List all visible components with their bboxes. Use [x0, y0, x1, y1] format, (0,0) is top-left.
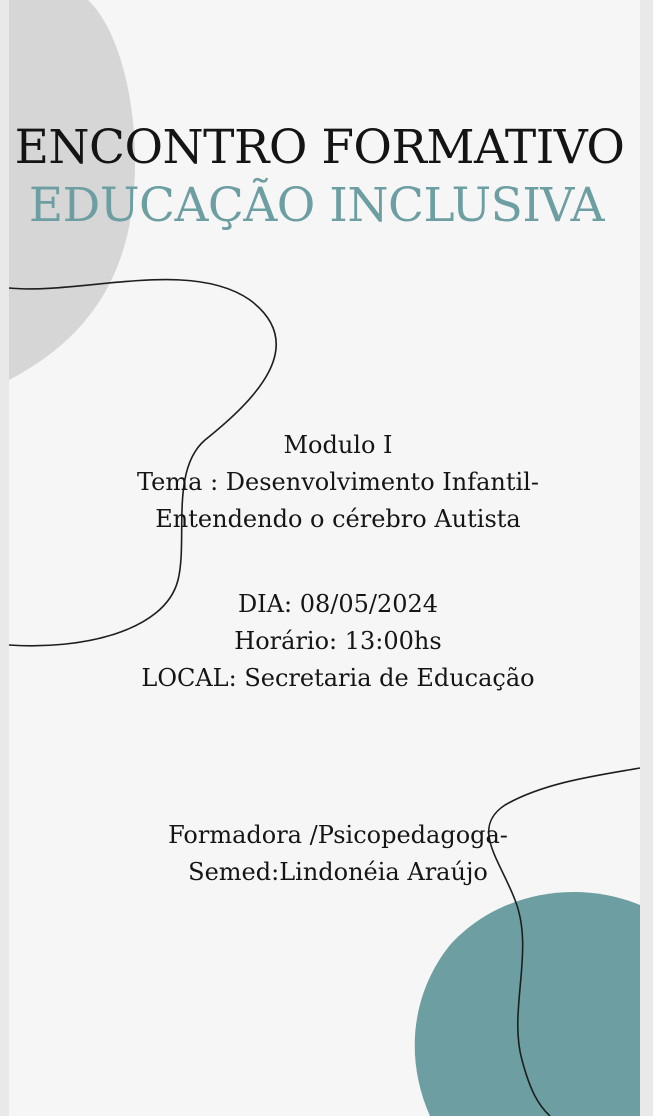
trainer-line2: Semed:Lindonéia Araújo — [188, 858, 488, 886]
event-details-block — [0, 586, 653, 697]
module-theme-line2: Entendendo o cérebro Autista — [155, 505, 521, 533]
title-encontro-formativo: ENCONTRO FORMATIVO — [14, 120, 625, 175]
module-name: Modulo I — [283, 431, 393, 459]
teal-blob-shape — [415, 892, 640, 1116]
event-date: DIA: 08/05/2024 — [237, 590, 439, 618]
trainer-line1: Formadora /Psicopedagoga- — [168, 821, 508, 849]
title-educacao-inclusiva: EDUCAÇÃO INCLUSIVA — [28, 178, 605, 233]
event-location: LOCAL: Secretaria de Educação — [141, 664, 535, 692]
module-theme-line1: Tema : Desenvolvimento Infantil- — [137, 468, 539, 496]
event-time: Horário: 13:00hs — [234, 627, 442, 655]
trainer-block — [0, 817, 653, 891]
module-block — [0, 427, 653, 538]
